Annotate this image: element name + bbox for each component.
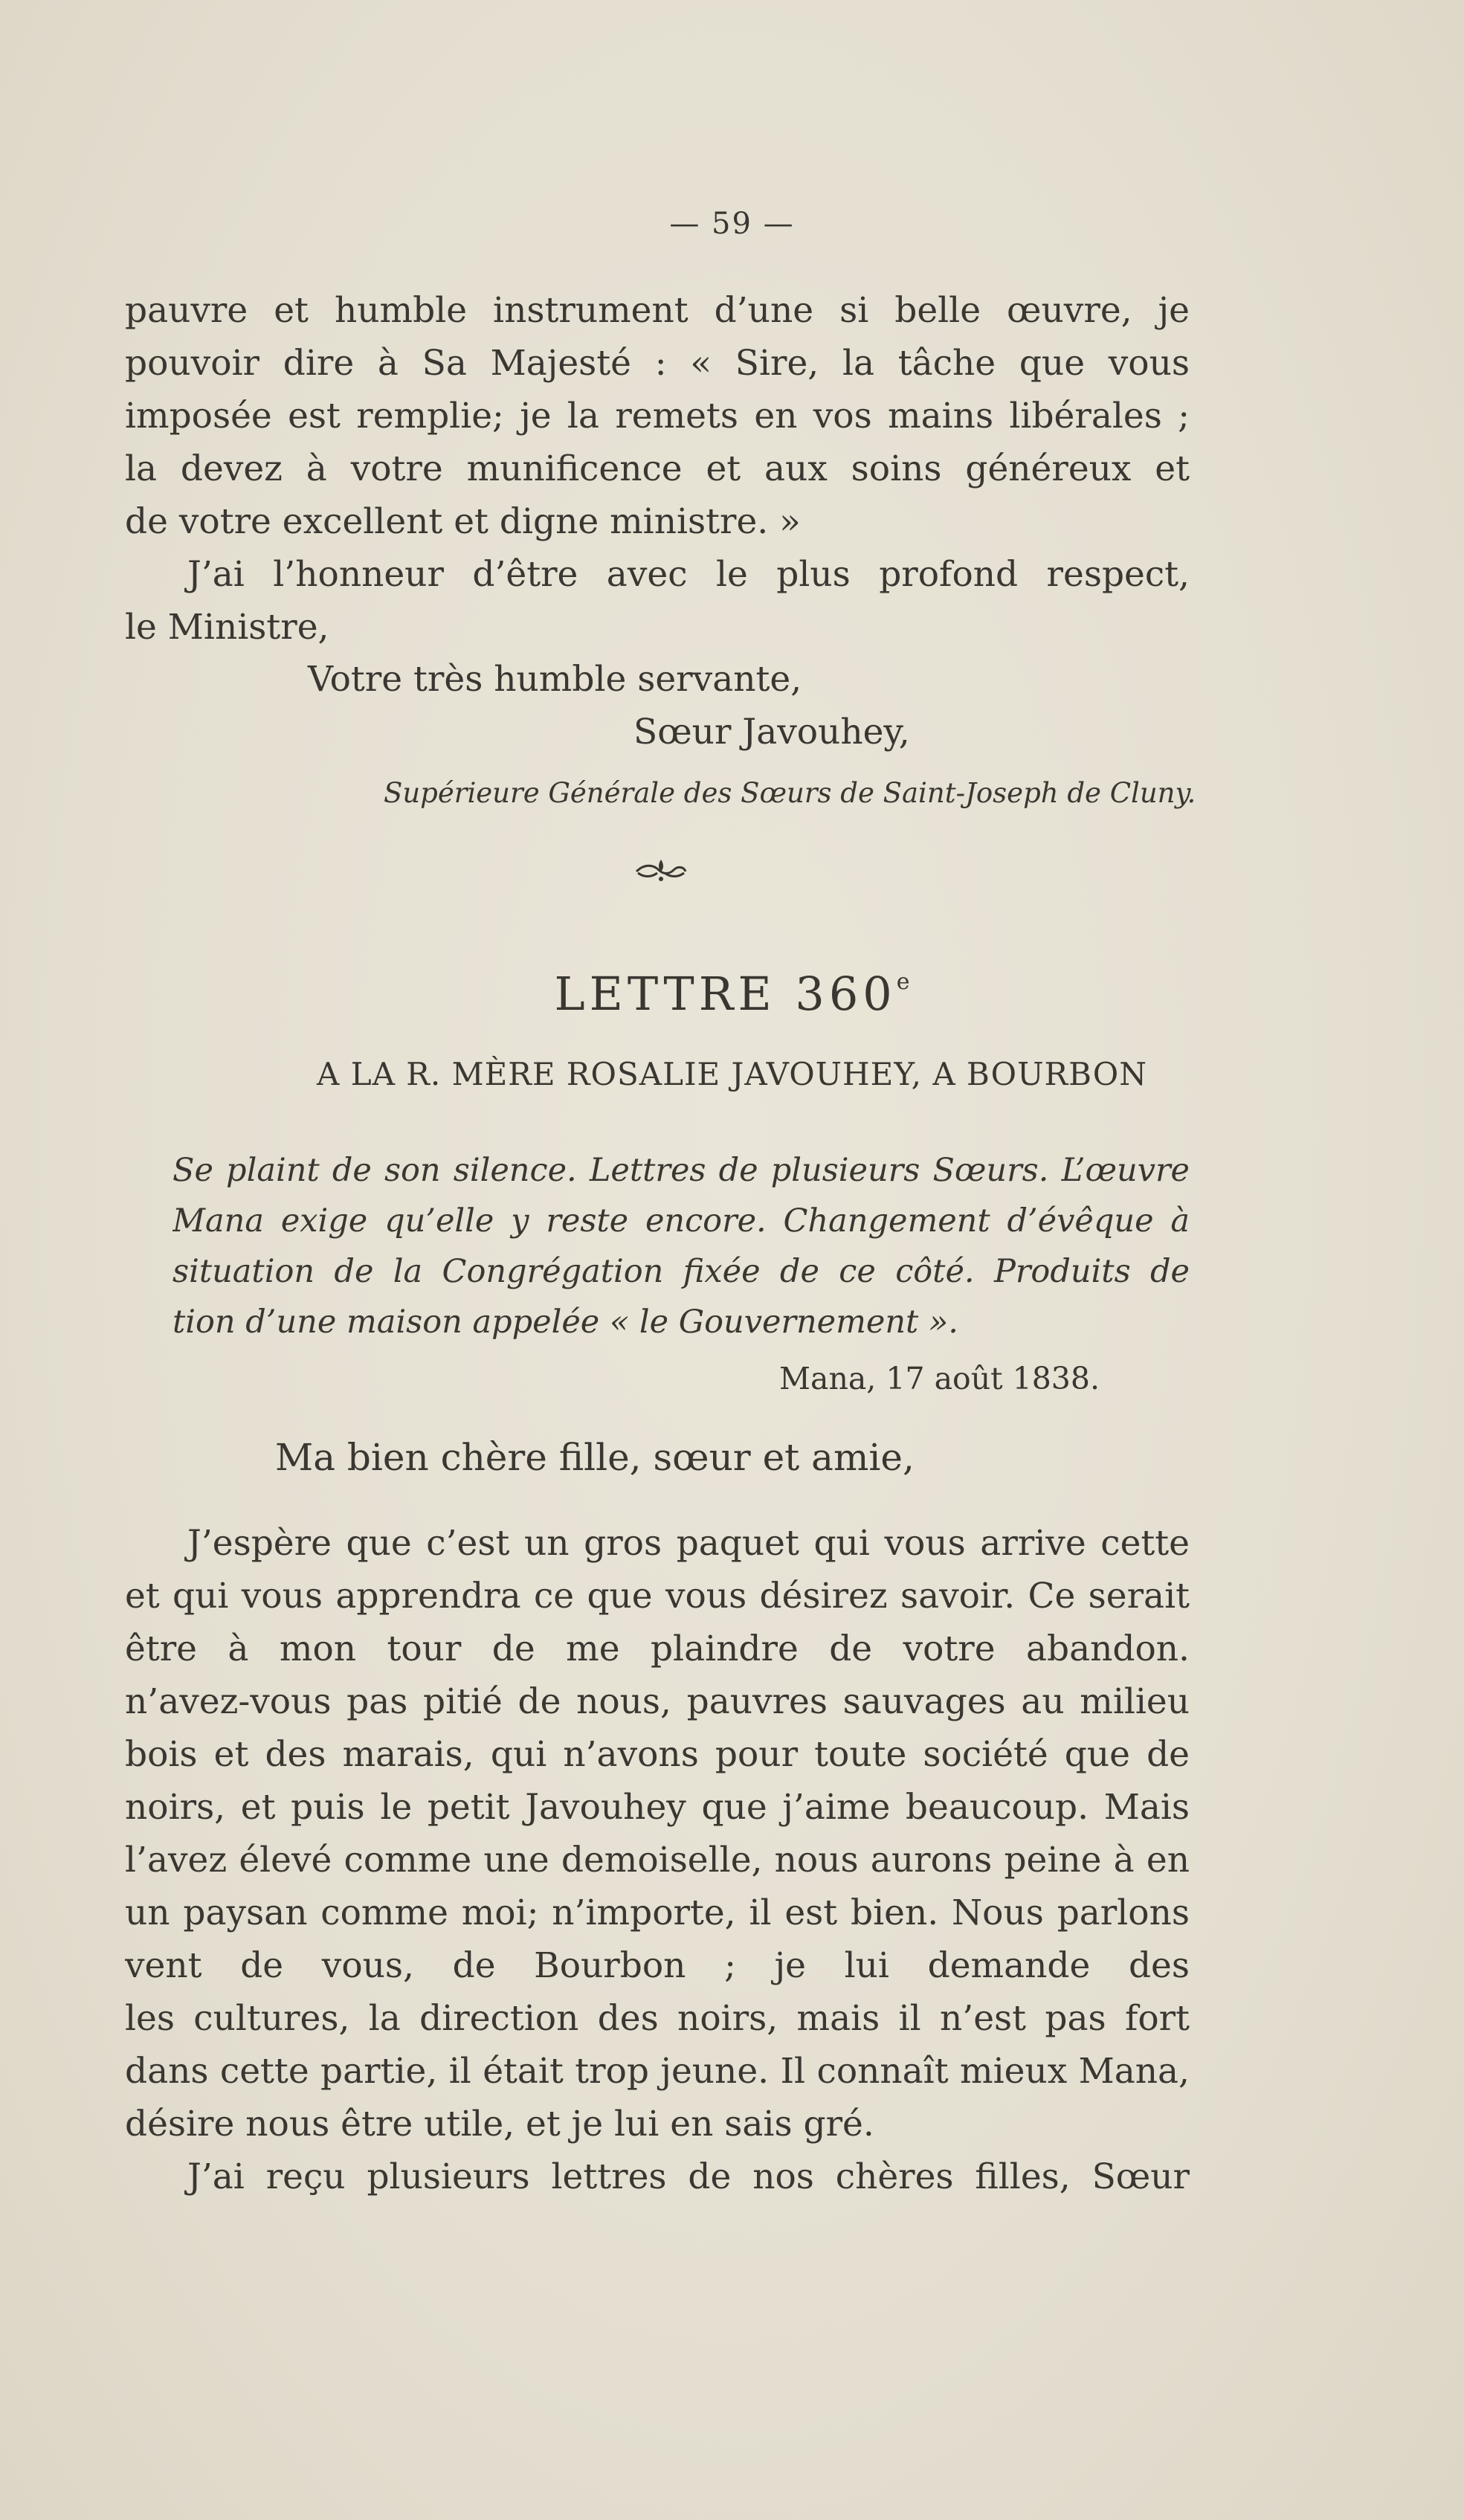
text-line: être à mon tour de me plaindre de votre abandon. <box>125 1628 1190 1669</box>
letter-salutation: Ma bien chère fille, sœur et amie, <box>275 1436 915 1479</box>
text-line: J’ai l’honneur d’être avec le plus profond respect, <box>187 554 1190 595</box>
text-line: la devez à votre munificence et aux soins généreux et <box>125 448 1190 489</box>
signature-title: Supérieure Générale des Sœurs de Saint-Joseph de Cluny. <box>384 777 1196 809</box>
closing-paragraph <box>125 548 1190 654</box>
page-number: — 59 — <box>669 207 795 241</box>
text-line: pouvoir dire à Sa Majesté : « Sire, la tâche que vous <box>125 343 1190 384</box>
letter-body <box>125 1517 1190 2203</box>
text-line: J’ai reçu plusieurs lettres de nos chères filles, Sœur <box>187 2156 1190 2197</box>
letter-title-suffix: e <box>896 969 910 995</box>
text-line: l’avez élevé comme une demoiselle, nous aurons peine à en <box>125 1840 1190 1881</box>
letter-title <box>0 967 1464 1021</box>
fleuron-ornament-icon <box>633 855 689 885</box>
text-line: de votre excellent et digne ministre. » <box>125 501 801 542</box>
text-line: n’avez-vous pas pitié de nous, pauvres sauvages au milieu <box>125 1681 1190 1722</box>
letter-summary <box>172 1145 1190 1347</box>
text-line: les cultures, la direction des noirs, mais il n’est pas fort <box>125 1998 1190 2039</box>
text-line: vent de vous, de Bourbon ; je lui demande des <box>125 1945 1190 1986</box>
text-line: noirs, et puis le petit Javouhey que j’aime beaucoup. Mais <box>125 1787 1190 1828</box>
text-line: dans cette partie, il était trop jeune. Il connaît mieux Mana, <box>125 2051 1190 2092</box>
text-line: pauvre et humble instrument d’une si belle œuvre, je <box>125 290 1190 331</box>
letter-dateline: Mana, 17 août 1838. <box>779 1361 1100 1396</box>
closing-formula: Votre très humble servante, <box>308 659 802 700</box>
text-line: un paysan comme moi; n’importe, il est bien. Nous parlons <box>125 1892 1190 1933</box>
text-line: bois et des marais, qui n’avons pour toute société que de <box>125 1734 1190 1775</box>
summary-line: tion d’une maison appelée « le Gouvernement ». <box>172 1303 958 1341</box>
signature-name: Sœur Javouhey, <box>633 712 910 753</box>
text-line: imposée est remplie; je la remets en vos mains libérales ; <box>125 396 1190 436</box>
text-line: le Ministre, <box>125 607 329 648</box>
text-line: et qui vous apprendra ce que vous désirez savoir. Ce serait <box>125 1576 1190 1617</box>
summary-line: situation de la Congrégation fixée de ce côté. Produits de <box>172 1253 1190 1290</box>
text-line: J’espère que c’est un gros paquet qui vous arrive cette <box>187 1523 1190 1564</box>
opening-paragraph <box>125 284 1190 548</box>
summary-line: Se plaint de son silence. Lettres de plusieurs Sœurs. L’œuvre <box>172 1152 1190 1189</box>
letter-addressee: A LA R. MÈRE ROSALIE JAVOUHEY, A BOURBON <box>317 1056 1147 1092</box>
text-line: désire nous être utile, et je lui en sais gré. <box>125 2104 874 2144</box>
summary-line: Mana exige qu’elle y reste encore. Changement d’évêque à <box>172 1202 1190 1240</box>
letter-title-text: LETTRE 360 <box>554 967 897 1021</box>
